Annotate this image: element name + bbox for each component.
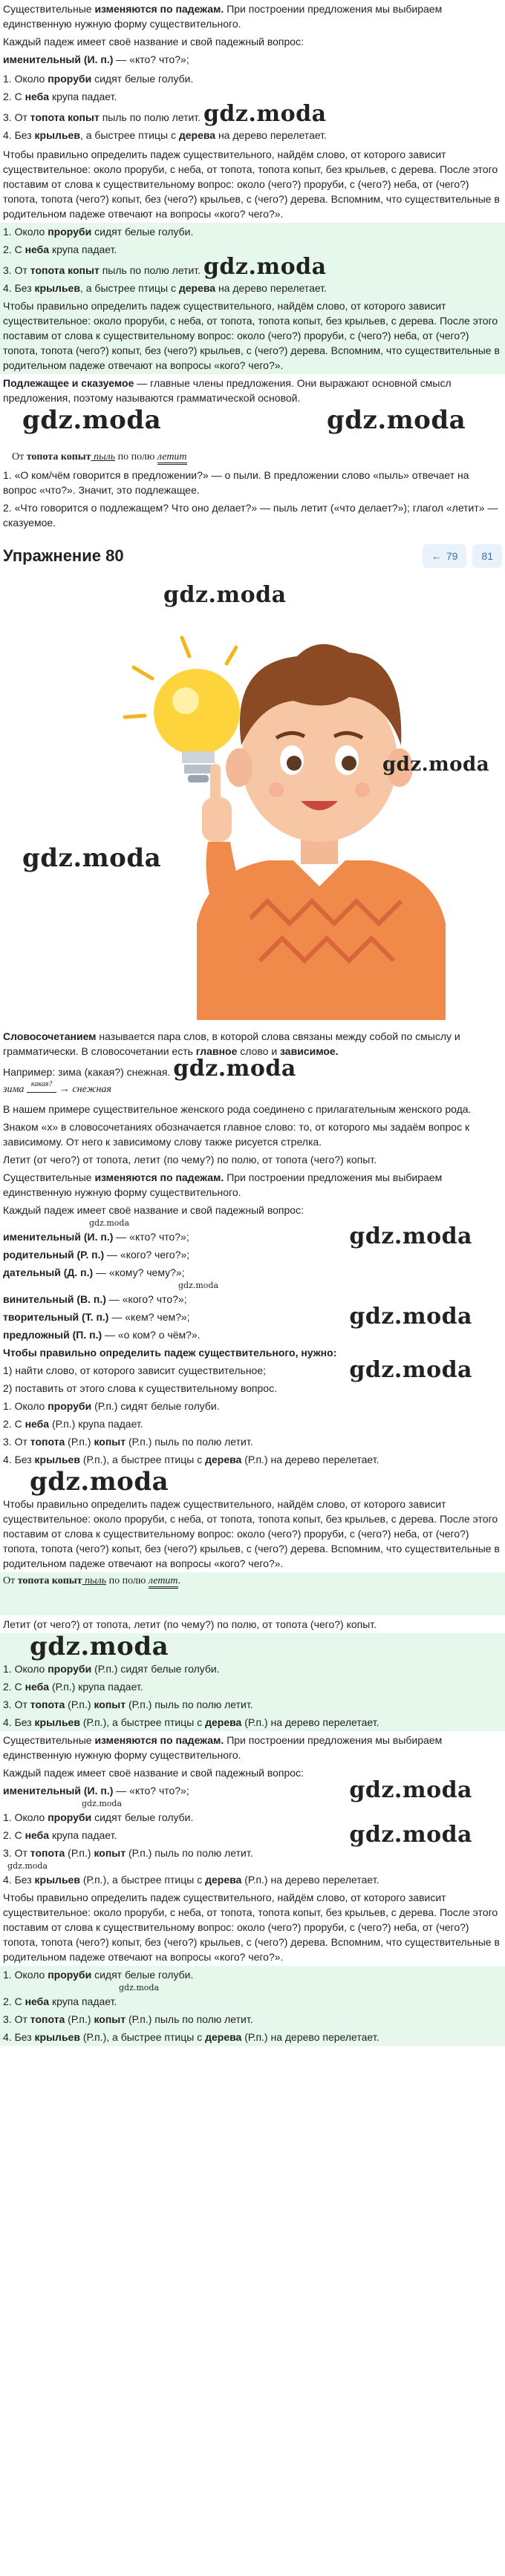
watermark: gdz.moda <box>7 1861 48 1871</box>
watermark: gdz.moda <box>22 405 162 435</box>
watermark: gdz.moda <box>30 1632 169 1661</box>
case-example-1: 1. Около проруби (Р.п.) сидят белые голуби. <box>3 1663 220 1675</box>
watermark: gdz.moda <box>382 753 490 776</box>
rule-title: Чтобы правильно определить падеж существительного, нужно: <box>3 1347 337 1359</box>
exercise-header <box>0 537 505 575</box>
case-genitive: родительный (Р. п.) — «кого? чего?»; <box>3 1249 190 1261</box>
cases-question-intro: Каждый падеж имеет своё название и свой падежный вопрос: <box>3 1204 304 1216</box>
highlight-block <box>0 223 505 374</box>
cases-line: Летит (от чего?) от топота, летит (по чему?) по полю, от топота (чего?) копыт. <box>3 1618 377 1630</box>
question-1: 1. «О ком/чём говорится в предложении?» — о пыли. В предложении слово «пыль» отвечает на вопрос «что?». Значит, это подлежащее. <box>3 469 469 496</box>
case-instrumental: творительный (Т. п.) — «кем? чем?»; gdz.moda <box>3 1304 472 1330</box>
case-nominative: именительный (И. п.) — «кто? что?»; gdz.moda <box>3 1223 472 1249</box>
cases-question-intro-repeat: Каждый падеж имеет своё название и свой падежный вопрос: <box>3 1767 304 1779</box>
watermark: gdz.moda <box>30 1467 169 1497</box>
question-2: 2. «Что говорится о подлежащем? Что оно делает?» — пыль летит («что делает?»); глагол «летит» — сказуемое. <box>3 502 498 529</box>
nominative-line: именительный (И. п.) — «кто? что?»; gdz.moda <box>3 1777 472 1803</box>
explanation-paragraph: Чтобы правильно определить падеж существительного, найдём слово, от которого зависит существительное: около проруби, с неба, от топота, топота копыт, без крыльев, с дерева. После этого поставим от слова к существительному вопрос: около (чего?) проруби, с (чего?) неба, от (чего?) топота, топота (чего?) копыт, без (чего?) крыльев, с (чего?) дерева. Вспомним, что существительные в родительном падеже отвечают на вопросы «кого? чего?». <box>3 148 500 220</box>
nominative-line: именительный (И. п.) — «кто? что?»; <box>3 53 189 65</box>
watermark: gdz.moda <box>163 582 287 608</box>
watermark: gdz.moda <box>119 1983 160 1993</box>
highlight-sentence <box>0 1572 505 1615</box>
watermark: gdz.moda <box>89 1218 130 1228</box>
case-example-3: 3. От топота (Р.п.) копыт (Р.п.) пыль по полю летит. <box>3 1699 253 1710</box>
example-2: 2. С неба крупа падает. <box>3 91 117 102</box>
watermark: gdz.moda <box>22 843 162 873</box>
case-example-2: 2. С неба (Р.п.) крупа падает. <box>3 1418 143 1430</box>
example-3: 3. От топота копыт пыль по полю летит. gdz.moda <box>3 254 327 280</box>
intro-paragraph: Существительные изменяются по падежам. При построении предложения мы выбираем единственную нужную форму существительного. <box>3 3 443 30</box>
arrow-left-icon: ← <box>431 550 442 562</box>
collocation-line: Летит (от чего?) от топота, летит (по чему?) по полю, от топота (чего?) копыт. <box>3 1154 377 1166</box>
subjects-paragraph: Подлежащее и сказуемое — главные члены предложения. Они выражают основной смысл предложения, поэтому называются грамматической основой. <box>3 377 452 404</box>
case-example-2: 2. С неба (Р.п.) крупа падает. <box>3 1681 143 1693</box>
case-example-3: 3. От топота (Р.п.) копыт (Р.п.) пыль по полю летит. <box>3 2013 253 2025</box>
example-3: 3. От топота копыт пыль по полю летит. gdz.moda <box>3 101 327 127</box>
example-1: 1. Около проруби сидят белые голуби. <box>3 73 194 85</box>
watermark: gdz.moda <box>173 1056 296 1082</box>
case-example-3: 3. От топота (Р.п.) копыт (Р.п.) пыль по полю летит. <box>3 1436 253 1448</box>
collocation-definition: Словосочетанием называется пара слов, в которой слова связаны между собой по смыслу и грамматически. В словосочетании есть главное слово и зависимое. <box>3 1030 460 1057</box>
example-1: 1. Около проруби сидят белые голуби. <box>3 1811 194 1823</box>
collocation-scheme: зима какая? → снежная <box>0 1081 505 1100</box>
watermark: gdz.moda <box>203 101 327 127</box>
watermark: gdz.moda <box>349 1304 472 1330</box>
case-example-1: 1. Около проруби (Р.п.) сидят белые голуби. <box>3 1400 220 1412</box>
cases-explanation-repeat: Чтобы правильно определить падеж существительного, найдём слово, от которого зависит существительное: около проруби, с неба, от топота, топота копыт, без крыльев, с дерева. После этого поставим от слова к существительному вопрос: около (чего?) проруби, с (чего?) неба, от (чего?) топота, топота (чего?) копыт, без (чего?) крыльев, с (чего?) дерева. Вспомним, что существительные в родительном падеже отвечают на вопросы «кого? чего?». <box>3 1892 500 1963</box>
case-example-4: 4. Без крыльев (Р.п.), а быстрее птицы с дерева (Р.п.) на дерево перелетает. <box>3 1716 379 1728</box>
example-4: 4. Без крыльев, а быстрее птицы с дерева на дерево перелетает. <box>3 129 327 141</box>
boy-with-lightbulb-illustration <box>0 575 505 1027</box>
cases-intro: Существительные изменяются по падежам. При построении предложения мы выбираем единственную нужную форму существительного. <box>3 1171 443 1198</box>
example-2: 2. С неба крупа падает. <box>3 1995 117 2007</box>
collocation-mark-note: Знаком «x» в словосочетаниях обозначается главное слово: то, от которого мы задаём вопрос к зависимому. От него к зависимому слову также рисуется стрелка. <box>3 1121 470 1148</box>
prev-exercise-button[interactable]: ← 79 <box>423 544 467 568</box>
watermark: gdz.moda <box>349 1777 472 1803</box>
highlight-final <box>0 1966 505 2046</box>
example-4: 4. Без крыльев, а быстрее птицы с дерева на дерево перелетает. <box>3 282 327 294</box>
examples-block <box>0 68 505 146</box>
case-example-4: 4. Без крыльев (Р.п.), а быстрее птицы с дерева (Р.п.) на дерево перелетает. <box>3 1874 379 1886</box>
watermark: gdz.moda <box>349 1223 472 1249</box>
watermark: gdz.moda <box>349 1822 472 1848</box>
watermark: gdz.moda <box>82 1799 123 1808</box>
collocation-example: Например: зима (какая?) снежная. gdz.moda <box>3 1056 296 1082</box>
case-dative: дательный (Д. п.) — «кому? чему?»; <box>3 1266 185 1278</box>
exercise-title: Упражнение 80 <box>3 546 124 565</box>
example-2: 2. С неба крупа падает. <box>3 243 117 255</box>
example-2: 2. С неба крупа падает. gdz.moda <box>3 1822 472 1848</box>
case-example-4: 4. Без крыльев (Р.п.), а быстрее птицы с дерева (Р.п.) на дерево перелетает. <box>3 1454 379 1465</box>
rule-step-1: 1) найти слово, от которого зависит существительное; gdz.moda <box>3 1357 472 1383</box>
watermark: gdz.moda <box>178 1281 219 1290</box>
highlight-examples <box>0 1633 505 1731</box>
case-accusative: винительный (В. п.) — «кого? что?»; <box>3 1293 187 1305</box>
parsed-sentence: От топота копыт пыль по полю летит. <box>0 1572 505 1590</box>
collocation-note: В нашем примере существительное женского рода соединено с прилагательным женского рода. <box>3 1103 472 1115</box>
case-example-3: 3. От топота (Р.п.) копыт (Р.п.) пыль по полю летит. <box>3 1847 253 1859</box>
cases-explanation: Чтобы правильно определить падеж существительного, найдём слово, от которого зависит существительное: около проруби, с неба, от топота, топота копыт, без крыльев, с дерева. После этого поставим от слова к существительному вопрос: около (чего?) проруби, с (чего?) неба, от (чего?) топота, топота (чего?) копыт, без (чего?) крыльев, с (чего?) дерева. Вспомним, что существительные в родительном падеже отвечают на вопросы «кого? чего?». <box>3 1498 500 1569</box>
explanation-paragraph: Чтобы правильно определить падеж существительного, найдём слово, от которого зависит существительное: около проруби, с неба, от топота, топота копыт, без крыльев, с дерева. После этого поставим от слова к существительному вопрос: около (чего?) проруби, с (чего?) неба, от (чего?) топота, топота (чего?) копыт, без (чего?) крыльев, с (чего?) дерева. Вспомним, что существительные в родительном падеже отвечают на вопросы «кого? чего?». <box>3 300 500 371</box>
watermark: gdz.moda <box>203 254 327 280</box>
exercise-pager <box>423 544 502 568</box>
parsed-sentence: От топота копыт пыль по полю летит <box>0 448 505 466</box>
example-1: 1. Около проруби сидят белые голуби. <box>3 226 194 238</box>
watermark-row <box>0 407 505 448</box>
illustration <box>0 575 505 1027</box>
rule-step-2: 2) поставить от этого слова к существительному вопрос. <box>3 1382 277 1394</box>
next-exercise-button[interactable]: 81 <box>472 544 502 568</box>
watermark: gdz.moda <box>327 405 466 435</box>
cases-intro-repeat: Существительные изменяются по падежам. При построении предложения мы выбираем единственную нужную форму существительного. <box>3 1734 443 1761</box>
watermark: gdz.moda <box>349 1357 472 1383</box>
example-1: 1. Около проруби сидят белые голуби. <box>3 1969 194 1981</box>
intro-cases-paragraph: Каждый падеж имеет своё название и свой падежный вопрос: <box>3 36 304 48</box>
case-prepositional: предложный (П. п.) — «о ком? о чём?». <box>3 1329 201 1341</box>
case-example-4: 4. Без крыльев (Р.п.), а быстрее птицы с дерева (Р.п.) на дерево перелетает. <box>3 2031 379 2043</box>
